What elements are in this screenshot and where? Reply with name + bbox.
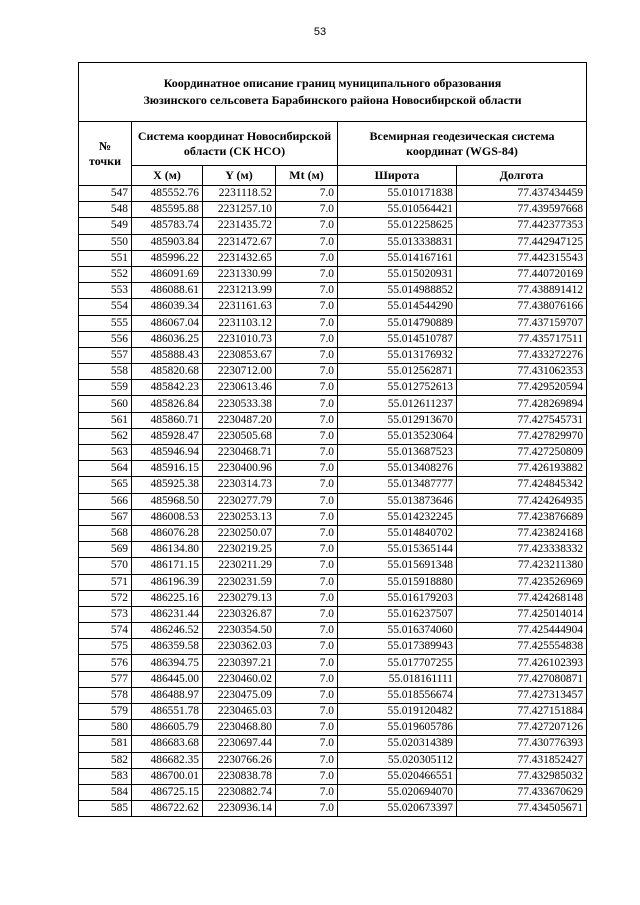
- table-title-line-2: Зюзинского сельсовета Барабинского района Новосибирской области: [143, 93, 522, 107]
- y-cell: 2230766.26: [203, 752, 276, 768]
- y-cell: 2230460.02: [203, 671, 276, 687]
- longitude-cell: 77.439597668: [457, 202, 587, 218]
- mt-cell: 7.0: [276, 801, 338, 817]
- mt-cell: 7.0: [276, 671, 338, 687]
- table-row: [79, 234, 587, 250]
- x-cell: 486700.01: [132, 768, 203, 784]
- point-number-cell: 564: [79, 461, 132, 477]
- x-cell: 485860.71: [132, 412, 203, 428]
- mt-cell: 7.0: [276, 606, 338, 622]
- point-number-cell: 580: [79, 720, 132, 736]
- point-number-cell: 571: [79, 574, 132, 590]
- y-cell: 2230465.03: [203, 704, 276, 720]
- table-row: [79, 202, 587, 218]
- y-cell: 2230838.78: [203, 768, 276, 784]
- latitude-cell: 55.015365144: [338, 542, 457, 558]
- point-number-cell: 563: [79, 445, 132, 461]
- latitude-cell: 55.012611237: [338, 396, 457, 412]
- y-cell: 2230475.09: [203, 687, 276, 703]
- longitude-cell: 77.428269894: [457, 396, 587, 412]
- y-header: Y (м): [203, 166, 276, 186]
- longitude-cell: 77.423211380: [457, 558, 587, 574]
- longitude-cell: 77.442947125: [457, 234, 587, 250]
- longitude-cell: 77.429520594: [457, 380, 587, 396]
- mt-cell: 7.0: [276, 525, 338, 541]
- latitude-cell: 55.020694070: [338, 784, 457, 800]
- y-cell: 2231118.52: [203, 186, 276, 202]
- x-cell: 485820.68: [132, 364, 203, 380]
- y-cell: 2230468.80: [203, 720, 276, 736]
- latitude-cell: 55.016237507: [338, 606, 457, 622]
- latitude-cell: 55.020314389: [338, 736, 457, 752]
- longitude-cell: 77.442315543: [457, 250, 587, 266]
- point-number-header: № точки: [79, 122, 132, 186]
- mt-cell: 7.0: [276, 202, 338, 218]
- point-number-cell: 567: [79, 509, 132, 525]
- y-cell: 2230354.50: [203, 623, 276, 639]
- x-cell: 486722.62: [132, 801, 203, 817]
- table-row: [79, 445, 587, 461]
- table-row: [79, 558, 587, 574]
- x-cell: 485916.15: [132, 461, 203, 477]
- point-number-cell: 558: [79, 364, 132, 380]
- x-cell: 485996.22: [132, 250, 203, 266]
- mt-cell: 7.0: [276, 509, 338, 525]
- table-row: [79, 299, 587, 315]
- point-number-cell: 550: [79, 234, 132, 250]
- x-cell: 485595.88: [132, 202, 203, 218]
- x-cell: 485925.38: [132, 477, 203, 493]
- table-title: [79, 63, 587, 122]
- x-cell: 485946.94: [132, 445, 203, 461]
- y-cell: 2230231.59: [203, 574, 276, 590]
- x-cell: 485888.43: [132, 347, 203, 363]
- y-cell: 2230712.00: [203, 364, 276, 380]
- longitude-cell: 77.437434459: [457, 186, 587, 202]
- table-row: [79, 768, 587, 784]
- longitude-cell: 77.440720169: [457, 266, 587, 282]
- y-cell: 2231161.63: [203, 299, 276, 315]
- longitude-cell: 77.423526969: [457, 574, 587, 590]
- mt-cell: 7.0: [276, 234, 338, 250]
- longitude-cell: 77.424264935: [457, 493, 587, 509]
- latitude-cell: 55.013176932: [338, 347, 457, 363]
- x-cell: 486359.58: [132, 639, 203, 655]
- mt-cell: 7.0: [276, 428, 338, 444]
- table-row: [79, 590, 587, 606]
- y-cell: 2230697.44: [203, 736, 276, 752]
- mt-cell: 7.0: [276, 461, 338, 477]
- x-cell: 486683.68: [132, 736, 203, 752]
- table-row: [79, 606, 587, 622]
- point-number-cell: 553: [79, 283, 132, 299]
- y-cell: 2230468.71: [203, 445, 276, 461]
- x-header: X (м): [132, 166, 203, 186]
- y-cell: 2231010.73: [203, 331, 276, 347]
- mt-cell: 7.0: [276, 283, 338, 299]
- table-row: [79, 542, 587, 558]
- longitude-cell: 77.425014014: [457, 606, 587, 622]
- x-cell: 486171.15: [132, 558, 203, 574]
- latitude-cell: 55.010171838: [338, 186, 457, 202]
- point-number-cell: 568: [79, 525, 132, 541]
- longitude-cell: 77.423338332: [457, 542, 587, 558]
- mt-cell: 7.0: [276, 299, 338, 315]
- point-number-cell: 547: [79, 186, 132, 202]
- y-cell: 2230505.68: [203, 428, 276, 444]
- x-cell: 485968.50: [132, 493, 203, 509]
- longitude-cell: 77.442377353: [457, 218, 587, 234]
- mt-cell: 7.0: [276, 364, 338, 380]
- latitude-cell: 55.012258625: [338, 218, 457, 234]
- longitude-cell: 77.427545731: [457, 412, 587, 428]
- table-row: [79, 720, 587, 736]
- point-number-cell: 561: [79, 412, 132, 428]
- longitude-cell: 77.427313457: [457, 687, 587, 703]
- x-cell: 486196.39: [132, 574, 203, 590]
- y-cell: 2230277.79: [203, 493, 276, 509]
- point-number-cell: 578: [79, 687, 132, 703]
- table-row: [79, 736, 587, 752]
- latitude-cell: 55.012913670: [338, 412, 457, 428]
- table-row: [79, 574, 587, 590]
- longitude-cell: 77.432985032: [457, 768, 587, 784]
- mt-cell: 7.0: [276, 768, 338, 784]
- mt-cell: 7.0: [276, 542, 338, 558]
- y-cell: 2230487.20: [203, 412, 276, 428]
- x-cell: 485842.23: [132, 380, 203, 396]
- point-number-cell: 555: [79, 315, 132, 331]
- mt-cell: 7.0: [276, 574, 338, 590]
- x-cell: 485826.84: [132, 396, 203, 412]
- latitude-cell: 55.017389943: [338, 639, 457, 655]
- latitude-cell: 55.016179203: [338, 590, 457, 606]
- mt-cell: 7.0: [276, 445, 338, 461]
- latitude-cell: 55.018556674: [338, 687, 457, 703]
- point-number-cell: 566: [79, 493, 132, 509]
- latitude-cell: 55.019605786: [338, 720, 457, 736]
- point-number-cell: 579: [79, 704, 132, 720]
- table-row: [79, 671, 587, 687]
- longitude-cell: 77.425444904: [457, 623, 587, 639]
- point-number-cell: 576: [79, 655, 132, 671]
- mt-cell: 7.0: [276, 655, 338, 671]
- mt-cell: 7.0: [276, 477, 338, 493]
- y-cell: 2231103.12: [203, 315, 276, 331]
- mt-header: Mt (м): [276, 166, 338, 186]
- y-cell: 2230853.67: [203, 347, 276, 363]
- y-cell: 2230882.74: [203, 784, 276, 800]
- y-cell: 2231472.67: [203, 234, 276, 250]
- point-number-cell: 581: [79, 736, 132, 752]
- point-number-cell: 549: [79, 218, 132, 234]
- y-cell: 2230326.87: [203, 606, 276, 622]
- latitude-cell: 55.013523064: [338, 428, 457, 444]
- y-cell: 2230211.29: [203, 558, 276, 574]
- longitude-cell: 77.425554838: [457, 639, 587, 655]
- mt-cell: 7.0: [276, 704, 338, 720]
- latitude-cell: 55.018161111: [338, 671, 457, 687]
- longitude-cell: 77.433670629: [457, 784, 587, 800]
- x-cell: 486246.52: [132, 623, 203, 639]
- mt-cell: 7.0: [276, 380, 338, 396]
- table-row: [79, 477, 587, 493]
- longitude-cell: 77.427151884: [457, 704, 587, 720]
- point-number-cell: 577: [79, 671, 132, 687]
- wgs-system-header: Всемирная геодезическая система координат (WGS-84): [338, 122, 587, 166]
- table-row: [79, 283, 587, 299]
- latitude-cell: 55.019120482: [338, 704, 457, 720]
- mt-cell: 7.0: [276, 250, 338, 266]
- longitude-cell: 77.427829970: [457, 428, 587, 444]
- x-cell: 485552.76: [132, 186, 203, 202]
- mt-cell: 7.0: [276, 412, 338, 428]
- latitude-cell: 55.013873646: [338, 493, 457, 509]
- table-row: [79, 461, 587, 477]
- point-number-cell: 548: [79, 202, 132, 218]
- point-number-cell: 556: [79, 331, 132, 347]
- y-cell: 2230253.13: [203, 509, 276, 525]
- longitude-header: Долгота: [457, 166, 587, 186]
- latitude-cell: 55.020466551: [338, 768, 457, 784]
- latitude-cell: 55.016374060: [338, 623, 457, 639]
- mt-cell: 7.0: [276, 720, 338, 736]
- x-cell: 486039.34: [132, 299, 203, 315]
- longitude-cell: 77.437159707: [457, 315, 587, 331]
- longitude-cell: 77.427080871: [457, 671, 587, 687]
- y-cell: 2230219.25: [203, 542, 276, 558]
- table-row: [79, 752, 587, 768]
- table-row: [79, 380, 587, 396]
- table-row: [79, 704, 587, 720]
- x-cell: 485783.74: [132, 218, 203, 234]
- latitude-cell: 55.015020931: [338, 266, 457, 282]
- mt-cell: 7.0: [276, 347, 338, 363]
- point-number-cell: 552: [79, 266, 132, 282]
- point-number-cell: 570: [79, 558, 132, 574]
- table-row: [79, 347, 587, 363]
- latitude-cell: 55.015691348: [338, 558, 457, 574]
- longitude-cell: 77.427207126: [457, 720, 587, 736]
- latitude-cell: 55.014988852: [338, 283, 457, 299]
- latitude-cell: 55.014544290: [338, 299, 457, 315]
- point-number-cell: 554: [79, 299, 132, 315]
- y-cell: 2230936.14: [203, 801, 276, 817]
- longitude-cell: 77.424268148: [457, 590, 587, 606]
- x-cell: 486445.00: [132, 671, 203, 687]
- mt-cell: 7.0: [276, 266, 338, 282]
- latitude-cell: 55.020305112: [338, 752, 457, 768]
- longitude-cell: 77.430776393: [457, 736, 587, 752]
- point-number-cell: 562: [79, 428, 132, 444]
- table-row: [79, 525, 587, 541]
- latitude-cell: 55.015918880: [338, 574, 457, 590]
- latitude-cell: 55.014167161: [338, 250, 457, 266]
- table-row: [79, 266, 587, 282]
- x-cell: 486225.16: [132, 590, 203, 606]
- table-row: [79, 396, 587, 412]
- x-cell: 486076.28: [132, 525, 203, 541]
- longitude-cell: 77.431062353: [457, 364, 587, 380]
- coordinates-table-body: [79, 186, 587, 817]
- point-number-cell: 575: [79, 639, 132, 655]
- longitude-cell: 77.426102393: [457, 655, 587, 671]
- page-number: 53: [313, 26, 327, 38]
- nso-system-header: Система координат Новосибирской области (СК НСО): [132, 122, 338, 166]
- mt-cell: 7.0: [276, 396, 338, 412]
- y-cell: 2230533.38: [203, 396, 276, 412]
- mt-cell: 7.0: [276, 331, 338, 347]
- x-cell: 486725.15: [132, 784, 203, 800]
- latitude-cell: 55.010564421: [338, 202, 457, 218]
- table-row: [79, 493, 587, 509]
- latitude-cell: 55.014510787: [338, 331, 457, 347]
- longitude-cell: 77.438891412: [457, 283, 587, 299]
- longitude-cell: 77.424845342: [457, 477, 587, 493]
- y-cell: 2230362.03: [203, 639, 276, 655]
- longitude-cell: 77.438076166: [457, 299, 587, 315]
- mt-cell: 7.0: [276, 218, 338, 234]
- mt-cell: 7.0: [276, 639, 338, 655]
- point-number-cell: 559: [79, 380, 132, 396]
- latitude-cell: 55.014790889: [338, 315, 457, 331]
- x-cell: 486134.80: [132, 542, 203, 558]
- x-cell: 486091.69: [132, 266, 203, 282]
- y-cell: 2230314.73: [203, 477, 276, 493]
- x-cell: 486488.97: [132, 687, 203, 703]
- coordinates-table: [78, 62, 587, 817]
- latitude-header: Широта: [338, 166, 457, 186]
- table-row: [79, 364, 587, 380]
- table-row: [79, 639, 587, 655]
- point-number-cell: 574: [79, 623, 132, 639]
- y-cell: 2231435.72: [203, 218, 276, 234]
- mt-cell: 7.0: [276, 687, 338, 703]
- point-number-cell: 584: [79, 784, 132, 800]
- mt-cell: 7.0: [276, 784, 338, 800]
- point-number-cell: 585: [79, 801, 132, 817]
- x-cell: 486682.35: [132, 752, 203, 768]
- mt-cell: 7.0: [276, 590, 338, 606]
- y-cell: 2231330.99: [203, 266, 276, 282]
- mt-cell: 7.0: [276, 623, 338, 639]
- table-row: [79, 412, 587, 428]
- x-cell: 486067.04: [132, 315, 203, 331]
- point-number-cell: 557: [79, 347, 132, 363]
- point-number-cell: 551: [79, 250, 132, 266]
- mt-cell: 7.0: [276, 186, 338, 202]
- longitude-cell: 77.434505671: [457, 801, 587, 817]
- x-cell: 486036.25: [132, 331, 203, 347]
- longitude-cell: 77.431852427: [457, 752, 587, 768]
- y-cell: 2231432.65: [203, 250, 276, 266]
- mt-cell: 7.0: [276, 752, 338, 768]
- longitude-cell: 77.423824168: [457, 525, 587, 541]
- point-number-cell: 583: [79, 768, 132, 784]
- longitude-cell: 77.433272276: [457, 347, 587, 363]
- y-cell: 2230613.46: [203, 380, 276, 396]
- mt-cell: 7.0: [276, 493, 338, 509]
- latitude-cell: 55.013338831: [338, 234, 457, 250]
- y-cell: 2230400.96: [203, 461, 276, 477]
- mt-cell: 7.0: [276, 558, 338, 574]
- y-cell: 2230279.13: [203, 590, 276, 606]
- y-cell: 2231257.10: [203, 202, 276, 218]
- latitude-cell: 55.012752613: [338, 380, 457, 396]
- x-cell: 485928.47: [132, 428, 203, 444]
- table-row: [79, 801, 587, 817]
- latitude-cell: 55.014840702: [338, 525, 457, 541]
- point-number-cell: 569: [79, 542, 132, 558]
- table-row: [79, 186, 587, 202]
- table-row: [79, 331, 587, 347]
- y-cell: 2230250.07: [203, 525, 276, 541]
- mt-cell: 7.0: [276, 736, 338, 752]
- point-number-cell: 565: [79, 477, 132, 493]
- longitude-cell: 77.426193882: [457, 461, 587, 477]
- table-row: [79, 509, 587, 525]
- table-row: [79, 250, 587, 266]
- longitude-cell: 77.423876689: [457, 509, 587, 525]
- table-row: [79, 428, 587, 444]
- y-cell: 2230397.21: [203, 655, 276, 671]
- longitude-cell: 77.435717511: [457, 331, 587, 347]
- latitude-cell: 55.014232245: [338, 509, 457, 525]
- latitude-cell: 55.020673397: [338, 801, 457, 817]
- table-row: [79, 315, 587, 331]
- x-cell: 486551.78: [132, 704, 203, 720]
- table-row: [79, 623, 587, 639]
- latitude-cell: 55.017707255: [338, 655, 457, 671]
- point-number-cell: 582: [79, 752, 132, 768]
- table-title-line-1: Координатное описание границ муниципального образования: [163, 76, 502, 90]
- mt-cell: 7.0: [276, 315, 338, 331]
- longitude-cell: 77.427250809: [457, 445, 587, 461]
- point-number-cell: 573: [79, 606, 132, 622]
- x-cell: 486008.53: [132, 509, 203, 525]
- x-cell: 486088.61: [132, 283, 203, 299]
- table-row: [79, 687, 587, 703]
- x-cell: 486231.44: [132, 606, 203, 622]
- table-row: [79, 218, 587, 234]
- point-number-cell: 560: [79, 396, 132, 412]
- table-row: [79, 655, 587, 671]
- latitude-cell: 55.013408276: [338, 461, 457, 477]
- latitude-cell: 55.013687523: [338, 445, 457, 461]
- table-row: [79, 784, 587, 800]
- point-number-cell: 572: [79, 590, 132, 606]
- latitude-cell: 55.013487777: [338, 477, 457, 493]
- latitude-cell: 55.012562871: [338, 364, 457, 380]
- x-cell: 485903.84: [132, 234, 203, 250]
- x-cell: 486394.75: [132, 655, 203, 671]
- x-cell: 486605.79: [132, 720, 203, 736]
- y-cell: 2231213.99: [203, 283, 276, 299]
